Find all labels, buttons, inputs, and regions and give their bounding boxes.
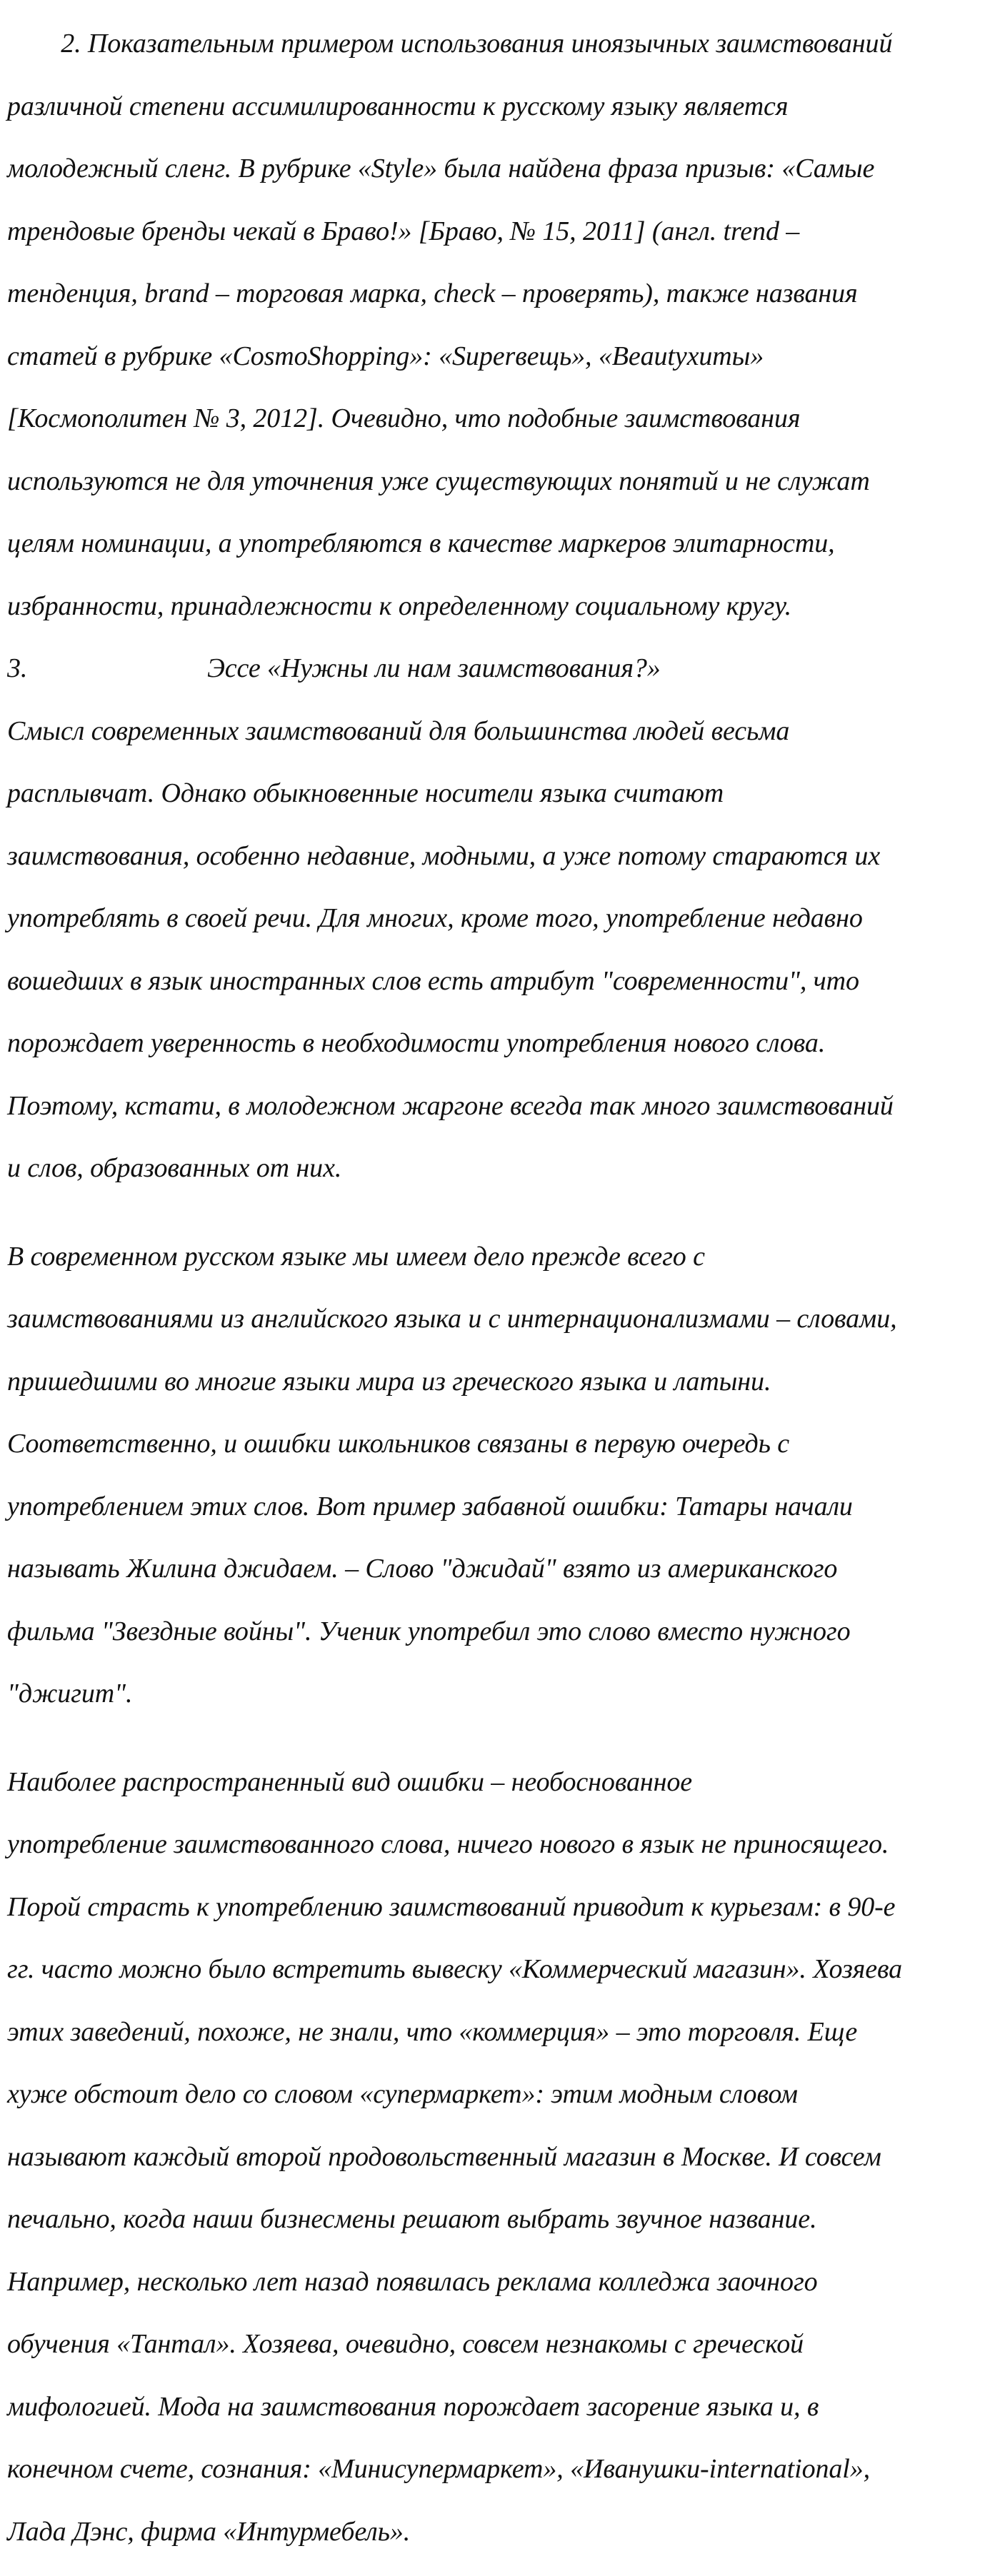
text-line: называют каждый второй продовольственный магазин в Москве. И совсем [7,2139,996,2176]
text-line: Например, несколько лет назад появилась реклама колледжа заочного [7,2264,996,2301]
text-line: и слов, образованных от них. [7,1150,996,1187]
text-line: порождает уверенность в необходимости употребления нового слова. [7,1025,996,1062]
text-line: употреблением этих слов. Вот пример забавной ошибки: Татары начали [7,1489,996,1526]
document-page [7,0,996,2576]
text-line: тенденция, brand – торговая марка, check – проверять), также названия [7,276,996,313]
text-line: целям номинации, а употребляются в качестве маркеров элитарности, [7,525,996,563]
text-line: этих заведений, похоже, не знали, что «коммерция» – это торговля. Еще [7,2014,996,2051]
text-line: статей в рубрике «CosmoShopping»: «Superвещь», «Beautyхиты» [7,338,996,376]
text-line: 2. Показательным примером использования иноязычных заимствований [7,26,996,63]
text-line: используются не для уточнения уже существующих понятий и не служат [7,463,996,500]
text-line: [Космополитен № 3, 2012]. Очевидно, что подобные заимствования [7,401,996,438]
text-line: В современном русском языке мы имеем дело прежде всего с [7,1239,996,1276]
text-line: Поэтому, кстати, в молодежном жаргоне всегда так много заимствований [7,1088,996,1125]
text-line: фильма "Звездные войны". Ученик употребил это слово вместо нужного [7,1614,996,1651]
text-line: вошедших в язык иностранных слов есть атрибут "современности", что [7,963,996,1000]
text-line: заимствования, особенно недавние, модными, а уже потому стараются их [7,838,996,875]
essay-paragraph-1 [7,688,996,1213]
text-line: конечном счете, сознания: «Минисупермаркет», «Иванушки-international», [7,2451,996,2488]
text-line: Соответственно, и ошибки школьников связаны в первую очередь с [7,1426,996,1463]
text-line: употребление заимствованного слова, ничего нового в язык не приносящего. [7,1826,996,1863]
essay-paragraph-2 [7,1213,996,1739]
essay-paragraph-3 [7,1739,996,2576]
text-line: расплывчат. Однако обыкновенные носители языка считают [7,775,996,812]
text-line: печально, когда наши бизнесмены решают выбрать звучное название. [7,2201,996,2238]
section-3-heading [7,650,996,688]
text-line: "джигит". [7,1676,996,1713]
text-line: называть Жилина джидаем. – Слово "джидай" взято из американского [7,1551,996,1588]
text-line: избранности, принадлежности к определенному социальному кругу. [7,588,996,625]
text-line: Наиболее распространенный вид ошибки – необоснованное [7,1764,996,1801]
text-line: мифологией. Мода на заимствования порождает засорение языка и, в [7,2389,996,2426]
text-line: Порой страсть к употреблению заимствований приводит к курьезам: в 90-е [7,1889,996,1926]
text-line: хуже обстоит дело со словом «супермаркет»: этим модным словом [7,2076,996,2113]
text-line: различной степени ассимилированности к русскому языку является [7,89,996,126]
text-line: Лада Дэнс, фирма «Интурмебель». [7,2514,996,2551]
section-2-paragraph [7,0,996,650]
text-line: заимствованиями из английского языка и с интернационализмами – словами, [7,1301,996,1338]
text-line: трендовые бренды чекай в Браво!» [Браво, № 15, 2011] (англ. trend – [7,213,996,251]
text-line: молодежный сленг. В рубрике «Style» была найдена фраза призыв: «Самые [7,151,996,188]
text-line: Смысл современных заимствований для большинства людей весьма [7,713,996,750]
text-line: пришедшими во многие языки мира из греческого языка и латыни. [7,1364,996,1401]
essay-title: Эссе «Нужны ли нам заимствования?» [207,653,661,683]
text-line: употреблять в своей речи. Для многих, кроме того, употребление недавно [7,900,996,937]
text-line: гг. часто можно было встретить вывеску «Коммерческий магазин». Хозяева [7,1951,996,1988]
section-number: 3. [7,650,207,688]
text-line: обучения «Тантал». Хозяева, очевидно, совсем незнакомы с греческой [7,2326,996,2363]
